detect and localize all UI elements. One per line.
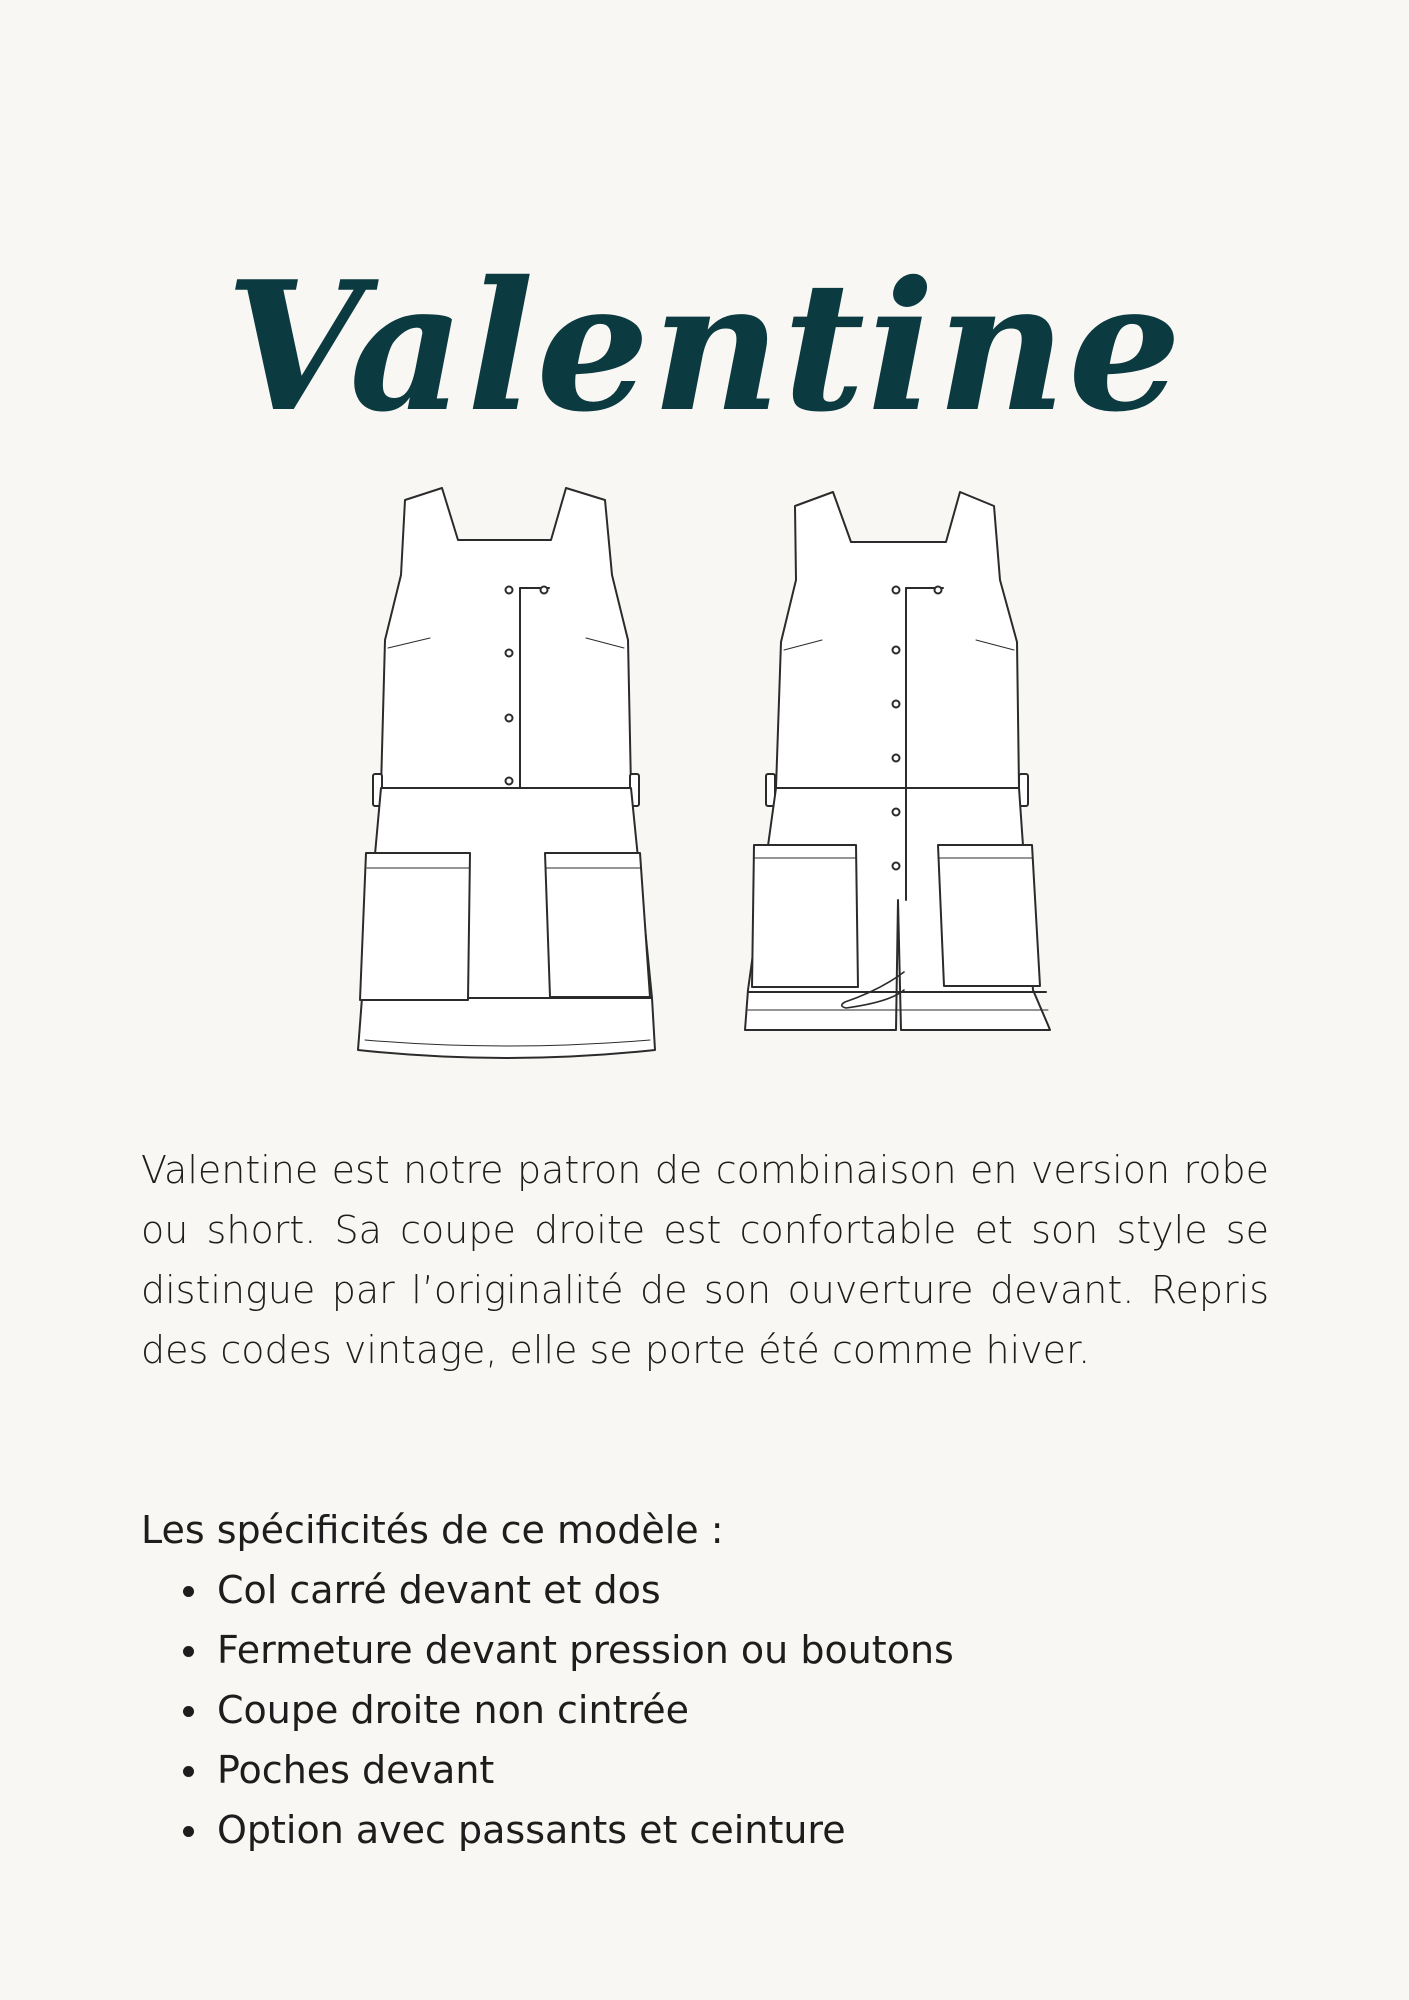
- pattern-description: Valentine est notre patron de combinaison en version robe ou short. Sa coupe droite est confortable et son style se distingue par l’originalité de son ouverture devant. Repris des codes vintage, elle se porte été comme hiver.: [141, 1148, 1269, 1372]
- specs-list: [141, 1560, 954, 1860]
- garment-illustrations: [0, 470, 1409, 1090]
- list-item: Coupe droite non cintrée: [217, 1680, 954, 1740]
- list-item: Fermeture devant pression ou boutons: [217, 1620, 954, 1680]
- list-item: Col carré devant et dos: [217, 1560, 954, 1620]
- list-item: Option avec passants et ceinture: [217, 1800, 954, 1860]
- list-item: Poches devant: [217, 1740, 954, 1800]
- romper-drawing: [745, 492, 1050, 1030]
- garment-drawings: [0, 470, 1409, 1090]
- specs-heading: Les spécificités de ce modèle :: [141, 1508, 724, 1552]
- page-title: Valentine: [225, 242, 1184, 452]
- dress-drawing: [358, 488, 655, 1058]
